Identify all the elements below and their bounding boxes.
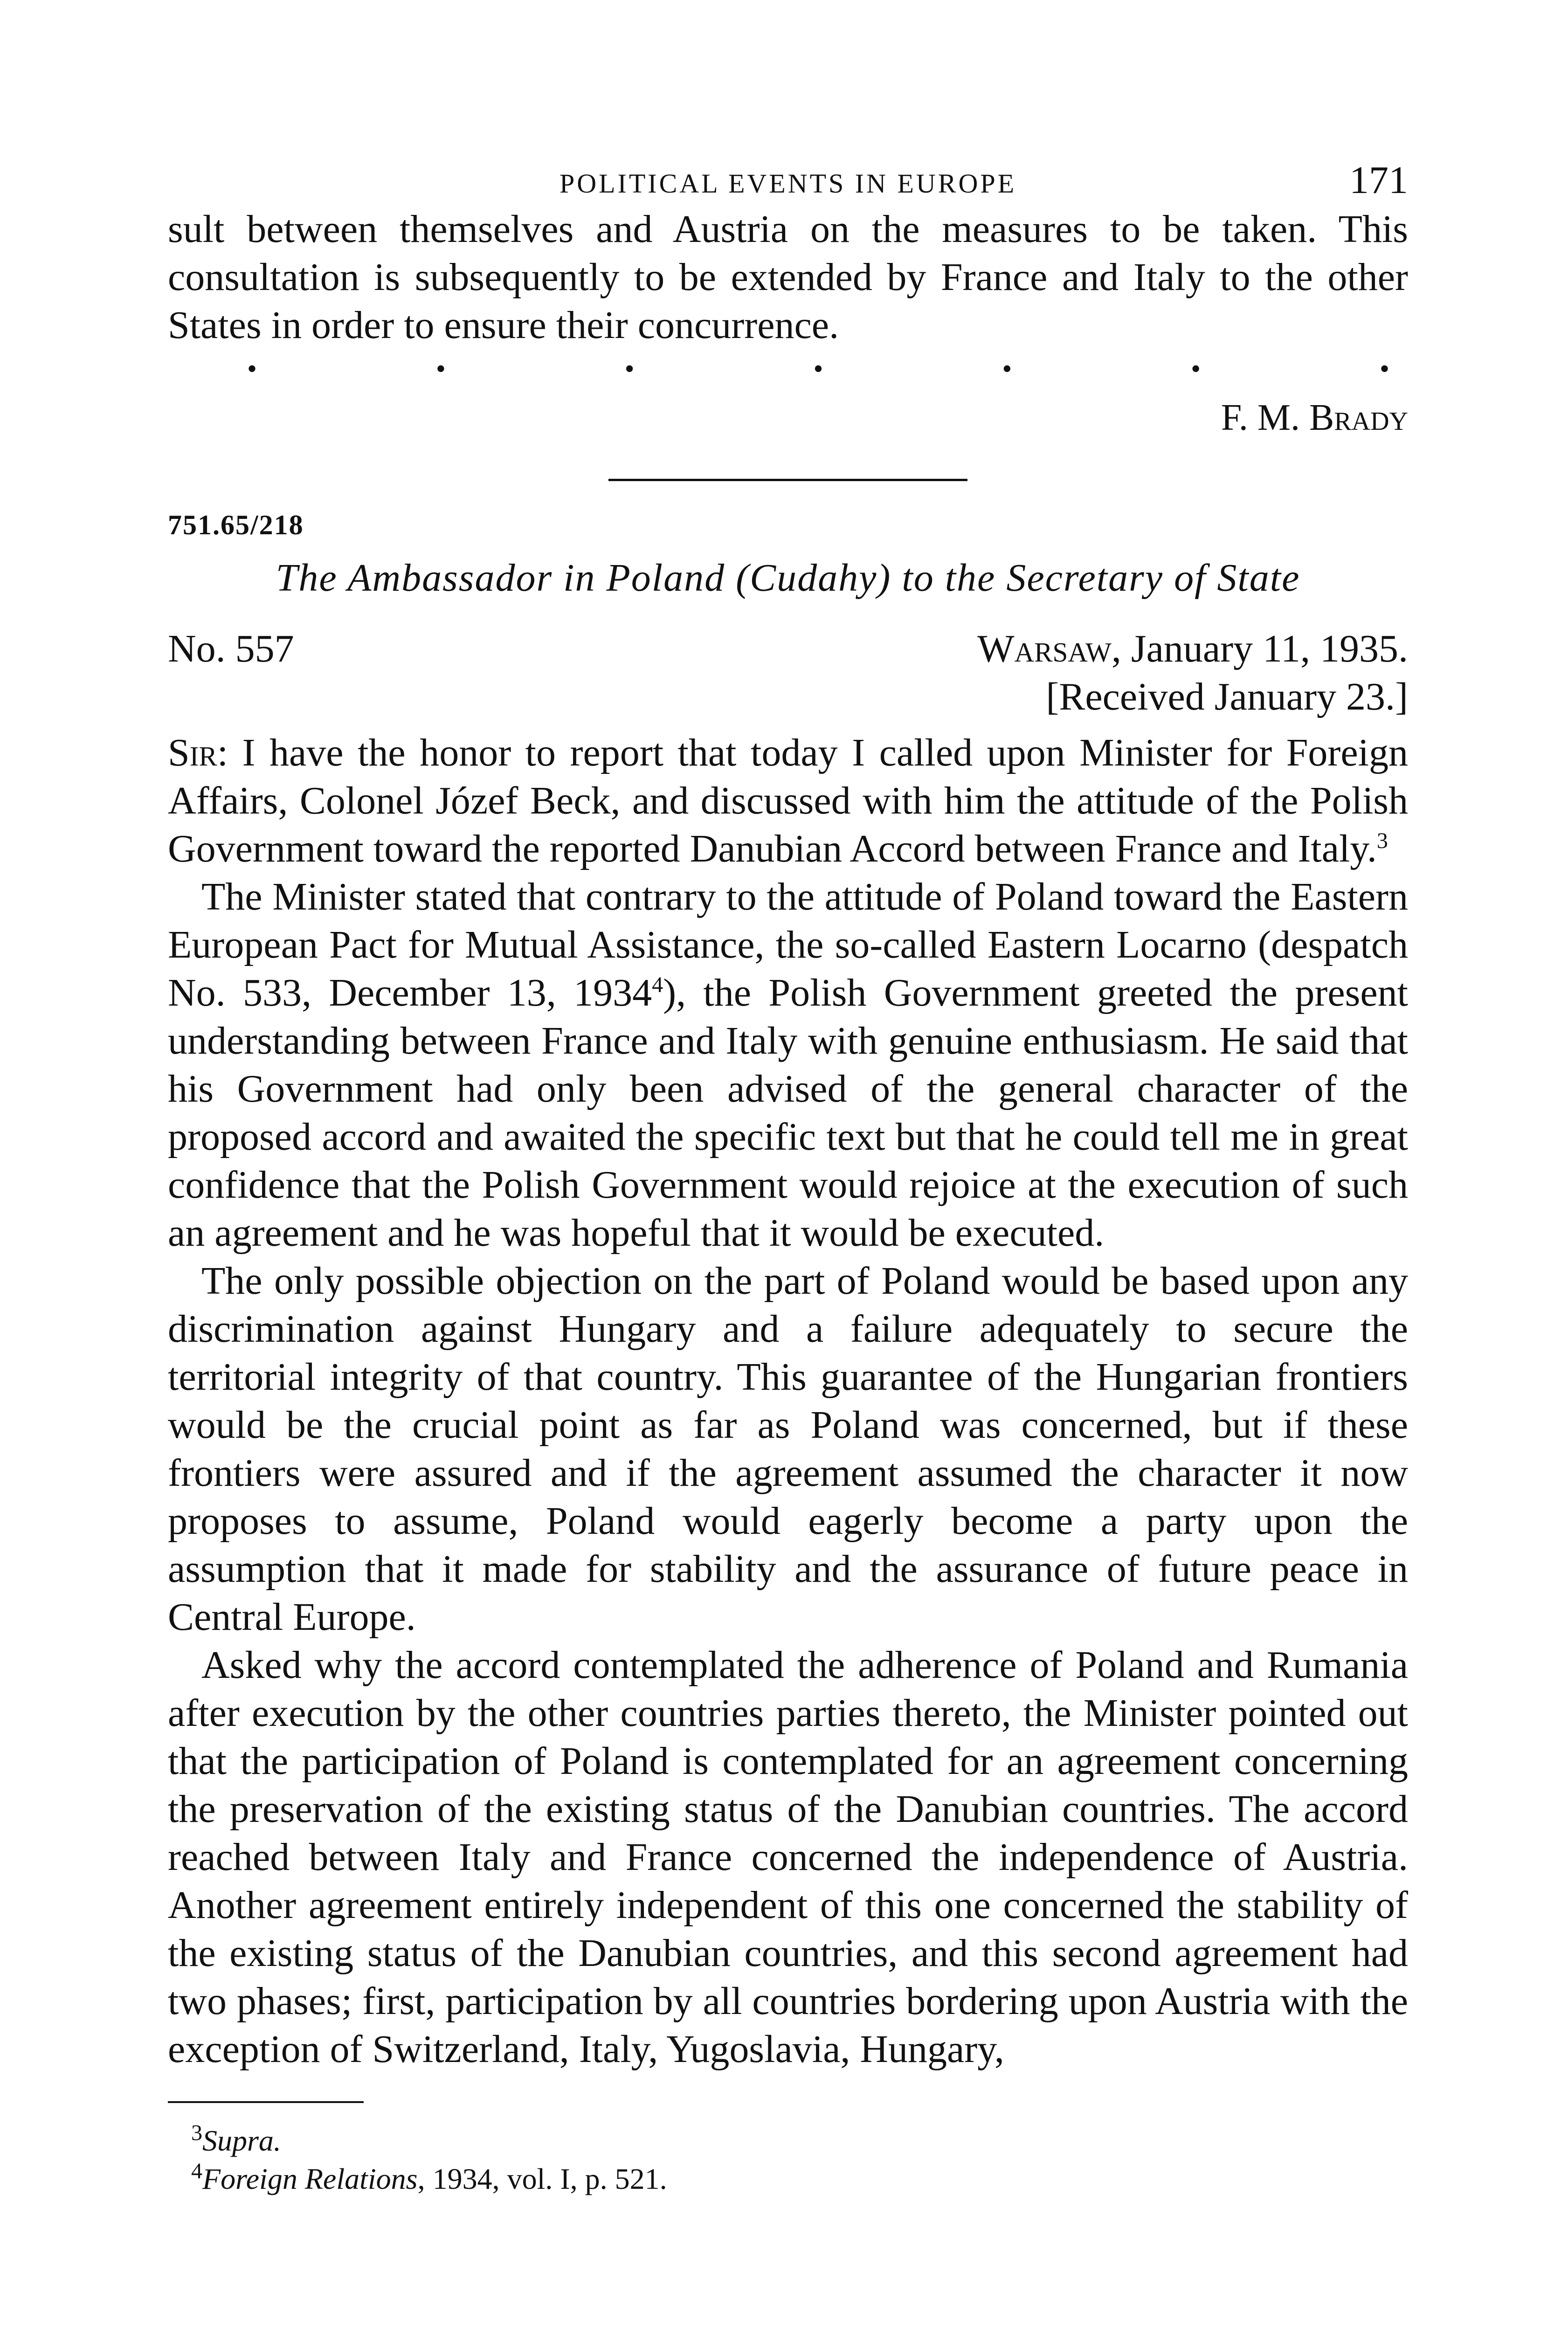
dateline [977,626,1408,671]
footnote-ref: 3 [1376,828,1388,853]
signature [168,397,1408,439]
footnote-divider [168,2101,364,2103]
received-date: [Received January 23.] [1046,675,1408,718]
body-paragraph-2: The Minister stated that contrary to the attitude of Poland toward the Eastern European Pact for Mutual Assistance, the so-called Eastern Locarno (despatch No. 533, December 13, 1934$^4$), the Polish Government greeted the present understanding between France and Italy with genuine enthusiasm. He said that his Government had only been advised of the general character of the proposed accord and awaited the specific text but that he could tell me in great confidence that the Polish Government would rejoice at the execution of such an agreement and he was hopeful that it would be executed. [168,875,1408,1255]
footnote-marker: 3 [191,2120,202,2145]
page-header [168,154,1408,205]
footnote-citation: , 1934, vol. I, p. 521. [417,2162,667,2195]
document-page [168,154,1408,2198]
ellipsis-dots [168,355,1408,387]
running-title: POLITICAL EVENTS IN EUROPE [559,168,1017,199]
salutation: Sir [168,731,217,774]
document-number: No. 557 [168,627,294,670]
ellipsis-dot: • [1002,353,1012,384]
document-title: The Ambassador in Poland (Cudahy) to the Secretary of State [276,556,1300,600]
footnote-text: Foreign Relations [202,2162,418,2195]
document-meta [168,626,1408,729]
ellipsis-dot: • [813,353,823,384]
ellipsis-dot: • [1191,353,1201,384]
ellipsis-dot: • [1379,353,1389,384]
dateline-date: , January 11, 1935. [1111,627,1408,670]
body-paragraph-1: Sir: I have the honor to report that today I called upon Minister for Foreign Affairs, Colonel Józef Beck, and discussed with him the attitude of the Polish Government toward the reported Danubian Accord between France and Italy.$^3$ [168,731,1408,870]
ellipsis-dot: • [247,353,257,384]
continuation-paragraph: sult between themselves and Austria on the measures to be taken. This consultation is subsequently to be extended by France and Italy to the other States in order to ensure their concurrence. [168,207,1408,347]
body-paragraph-4: Asked why the accord contemplated the adherence of Poland and Rumania after execution by the other countries parties thereto, the Minister pointed out that the participation of Poland is contemplated for an agreement concerning the preservation of the existing status of the Danubian countries. The accord reached between Italy and France concerned the independence of Austria. Another agreement entirely independent of this one concerned the stability of the existing status of the Danubian countries, and this second agreement had two phases; first, participation by all countries bordering upon Austria with the exception of Switzerland, Italy, Yugoslavia, Hungary, [168,1643,1408,2071]
page-number: 171 [1349,159,1408,202]
footnote [168,2122,1408,2160]
signature-initials: F. M. [1221,397,1309,438]
file-number: 751.65/218 [168,510,304,540]
body-paragraph-3: The only possible objection on the part of Poland would be based upon any discrimination against Hungary and a failure adequately to secure the territorial integrity of that country. This guarantee of the Hungarian frontiers would be the crucial point as far as Poland was concerned, but if these frontiers were assured and if the agreement assumed the character it now proposes to assume, Poland would eagerly become a party upon the assumption that it made for stability and the assurance of future peace in Central Europe. [168,1259,1408,1639]
footnote-ref: 4 [652,972,663,997]
footnote-text: Supra. [202,2124,281,2157]
section-divider [608,479,967,481]
footnote-marker: 4 [191,2159,202,2184]
ellipsis-dot: • [624,353,635,384]
ellipsis-dot: • [435,353,446,384]
dateline-city: Warsaw [977,627,1112,670]
footnote [168,2160,1408,2198]
signature-surname: Brady [1309,397,1408,438]
